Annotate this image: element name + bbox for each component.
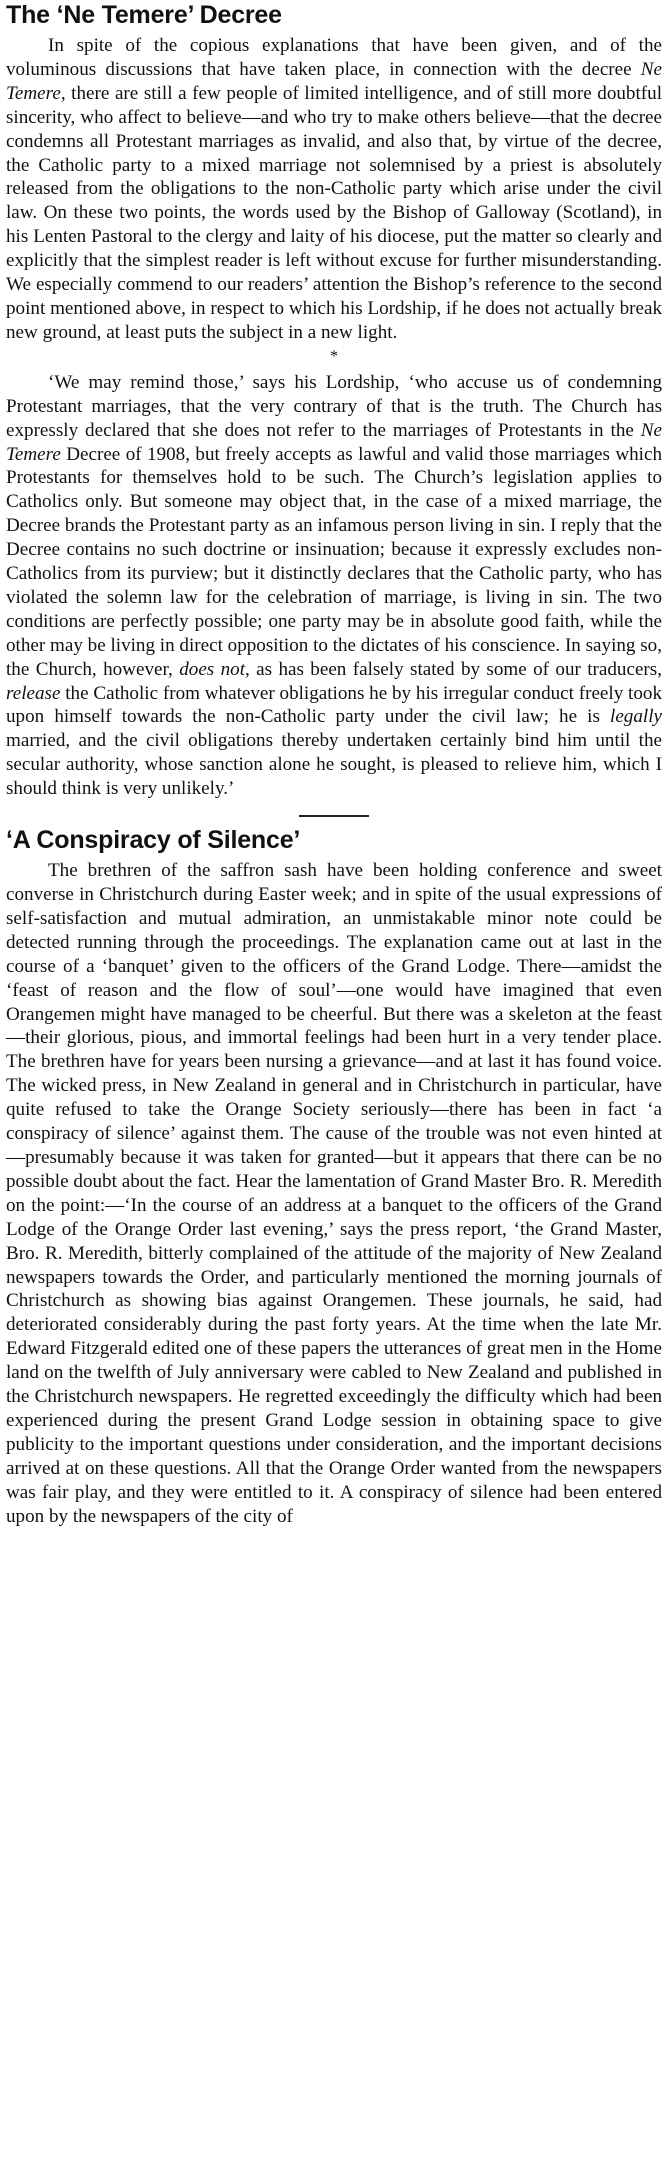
article-conspiracy-of-silence [6,827,662,1528]
article-ne-temere [6,2,662,801]
article-paragraph: The brethren of the saffron sash have been holding conference and sweet converse in Christchurch during Easter week; and in spite of the usual expressions of self-satisfaction and mutual admiration, an unmistakable minor note could be detected running through the proceedings. The explanation came out at last in the course of a ‘banquet’ given to the officers of the Grand Lodge. There—amidst the ‘feast of reason and the flow of soul’—one would have imagined that even Orangemen might have managed to be cheerful. But there was a skeleton at the feast—their glorious, pious, and immortal feelings had been hurt in a very tender place. The brethren have for years been nursing a grievance—and at last it has found voice. The wicked press, in New Zealand in general and in Christchurch in particular, have quite refused to take the Orange Society seriously—there has been in fact ‘a conspiracy of silence’ against them. The cause of the trouble was not even hinted at—presumably because it was taken for granted—but it appears that there can be no possible doubt about the fact. Hear the lamentation of Grand Master Bro. R. Meredith on the point:—‘In the course of an address at a banquet to the officers of the Grand Lodge of the Orange Order last evening,’ says the press report, ‘the Grand Master, Bro. R. Meredith, bitterly complained of the attitude of the majority of New Zealand newspapers towards the Order, and particularly mentioned the morning journals of Christchurch as showing bias against Orangemen. These journals, he said, had deteriorated considerably during the past forty years. At the time when the late Mr. Edward Fitzgerald edited one of these papers the utterances of great men in the Home land on the twelfth of July anniversary were cabled to New Zealand and published in the Christchurch newspapers. He regretted exceedingly the difficulty which had been experienced during the present Grand Lodge session in obtaining space to give publicity to the important questions under consideration, and the important decisions arrived at on these questions. All that the Orange Order wanted from the newspapers was fair play, and they were entitled to it. A conspiracy of silence had been entered upon by the newspapers of the city of [6,860,662,1527]
article-title: ‘A Conspiracy of Silence’ [6,826,301,855]
article-divider [299,815,369,817]
article-paragraph: ‘We may remind those,’ says his Lordship, ‘who accuse us of condemning Protestant marriages, that the very contrary of that is the truth. The Church has expressly declared that she does not refer to the marriages of Protestants in the Ne Temere Decree of 1908, but freely accepts as lawful and valid those marriages which Protestants for themselves hold to be such. The Church’s legislation applies to Catholics only. But someone may object that, in the case of a mixed marriage, the Decree brands the Protestant party as an infamous person living in sin. I reply that the Decree contains no such doctrine or insinuation; because it expressly excludes non-Catholics from its purview; but it distinctly declares that the Catholic party, who has violated the solemn law for the celebration of marriage, is living in sin. The two conditions are perfectly possible; one party may be in absolute good faith, while the other may be living in direct opposition to the dictates of his conscience. In saying so, the Church, however, does not, as has been falsely stated by some of our traducers, release the Catholic from whatever obligations he by his irregular conduct freely took upon himself towards the non-Catholic party under the civil law; he is legally married, and the civil obligations thereby undertaken certainly bind him until the secular authority, whose sanction alone he sought, is pleased to relieve him, which I should think is very unlikely.’ [6,371,662,800]
article-title: The ‘Ne Temere’ Decree [6,1,282,29]
section-separator: * [330,347,338,365]
article-paragraph: In spite of the copious explanations that have been given, and of the voluminous discussions that have taken place, in connection with the decree Ne Temere, there are still a few people of limited intelligence, and of still more doubtful sincerity, who affect to believe—and who try to make others believe—that the decree condemns all Protestant marriages as invalid, and also that, by virtue of the decree, the Catholic party to a mixed marriage not solemnised by a priest is absolutely released from the obligations to the non-Catholic party which arise under the civil law. On these two points, the words used by the Bishop of Galloway (Scotland), in his Lenten Pastoral to the clergy and laity of his diocese, put the matter so clearly and explicitly that the simplest reader is left without excuse for further misunderstanding. We especially commend to our readers’ attention the Bishop’s reference to the second point mentioned above, in respect to which his Lordship, if he does not actually break new ground, at least puts the subject in a new light. [6,35,662,343]
